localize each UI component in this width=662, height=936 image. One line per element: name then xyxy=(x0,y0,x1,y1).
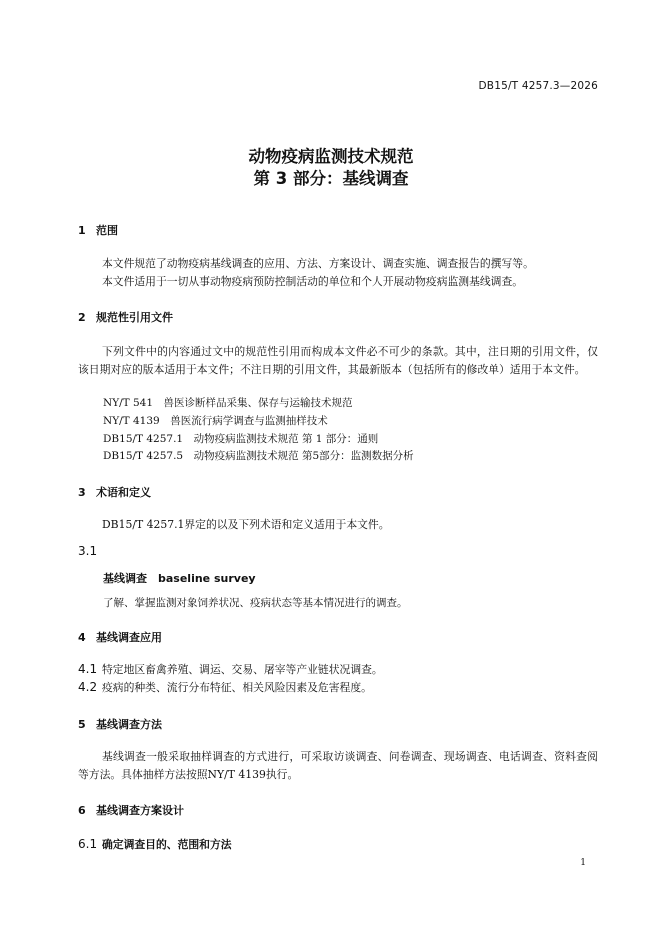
item-text: 疫病的种类、流行分布特征、相关风险因素及危害程度。 xyxy=(102,681,372,694)
survey-method-paragraph: 基线调查一般采取抽样调查的方式进行，可采取访谈调查、问卷调查、现场调查、电话调查、资料查阅等方法。具体抽样方法按照NY/T 4139执行。 xyxy=(78,750,598,781)
terms-intro-paragraph: DB15/T 4257.1界定的以及下列术语和定义适用于本文件。 xyxy=(102,518,390,531)
term-definition: 了解、掌握监测对象饲养状况、疫病状态等基本情况进行的调查。 xyxy=(103,597,408,609)
reference-item: NY/T 4139 兽医流行病学调查与监测抽样技术 xyxy=(103,415,328,427)
section-heading-1 xyxy=(78,222,118,238)
section-title: 基线调查方法 xyxy=(96,718,162,731)
item-number: 4.1 xyxy=(78,662,98,676)
section-number: 3 xyxy=(78,486,86,499)
section-title: 规范性引用文件 xyxy=(96,311,173,324)
section-heading-3 xyxy=(78,484,151,500)
section-number: 2 xyxy=(78,311,86,324)
term-entry: 基线调查 baseline survey xyxy=(103,572,256,585)
reference-item: DB15/T 4257.1 动物疫病监测技术规范 第 1 部分：通则 xyxy=(103,433,379,445)
normative-references-paragraph: 下列文件中的内容通过文中的规范性引用而构成本文件必不可少的条款。其中，注日期的引用文件，仅该日期对应的版本适用于本文件；不注日期的引用文件，其最新版本（包括所有的修改单）适用于本文件。 xyxy=(78,345,598,376)
item-text: 特定地区畜禽养殖、调运、交易、屠宰等产业链状况调查。 xyxy=(102,663,383,676)
section-number: 1 xyxy=(78,224,86,237)
reference-item: DB15/T 4257.5 动物疫病监测技术规范 第5部分：监测数据分析 xyxy=(103,450,414,462)
section-number: 4 xyxy=(78,631,86,644)
section-heading-4 xyxy=(78,629,162,645)
application-item-2 xyxy=(78,680,372,695)
term-number: 3.1 xyxy=(78,544,98,558)
section-heading-5 xyxy=(78,716,162,732)
application-item-1 xyxy=(78,662,383,677)
document-subtitle: 第 3 部分：基线调查 xyxy=(253,169,409,188)
page-number: 1 xyxy=(580,858,586,868)
section-title: 范围 xyxy=(96,224,118,237)
document-title: 动物疫病监测技术规范 xyxy=(248,147,414,166)
section-number: 6 xyxy=(78,804,86,817)
subsection-title: 确定调查目的、范围和方法 xyxy=(102,838,232,851)
section-title: 基线调查应用 xyxy=(96,631,162,644)
scope-paragraph-1: 本文件规范了动物疫病基线调查的应用、方法、方案设计、调查实施、调查报告的撰写等。 xyxy=(102,257,534,270)
section-heading-6 xyxy=(78,802,184,818)
document-code: DB15/T 4257.3—2026 xyxy=(478,80,598,92)
reference-item: NY/T 541 兽医诊断样品采集、保存与运输技术规范 xyxy=(103,397,353,409)
scope-paragraph-2: 本文件适用于一切从事动物疫病预防控制活动的单位和个人开展动物疫病监测基线调查。 xyxy=(102,275,524,288)
section-number: 5 xyxy=(78,718,86,731)
section-title: 术语和定义 xyxy=(96,486,151,499)
subsection-number: 6.1 xyxy=(78,837,98,851)
section-heading-2 xyxy=(78,309,173,325)
section-title: 基线调查方案设计 xyxy=(96,804,184,817)
item-number: 4.2 xyxy=(78,680,98,694)
subsection-6-1 xyxy=(78,837,232,852)
